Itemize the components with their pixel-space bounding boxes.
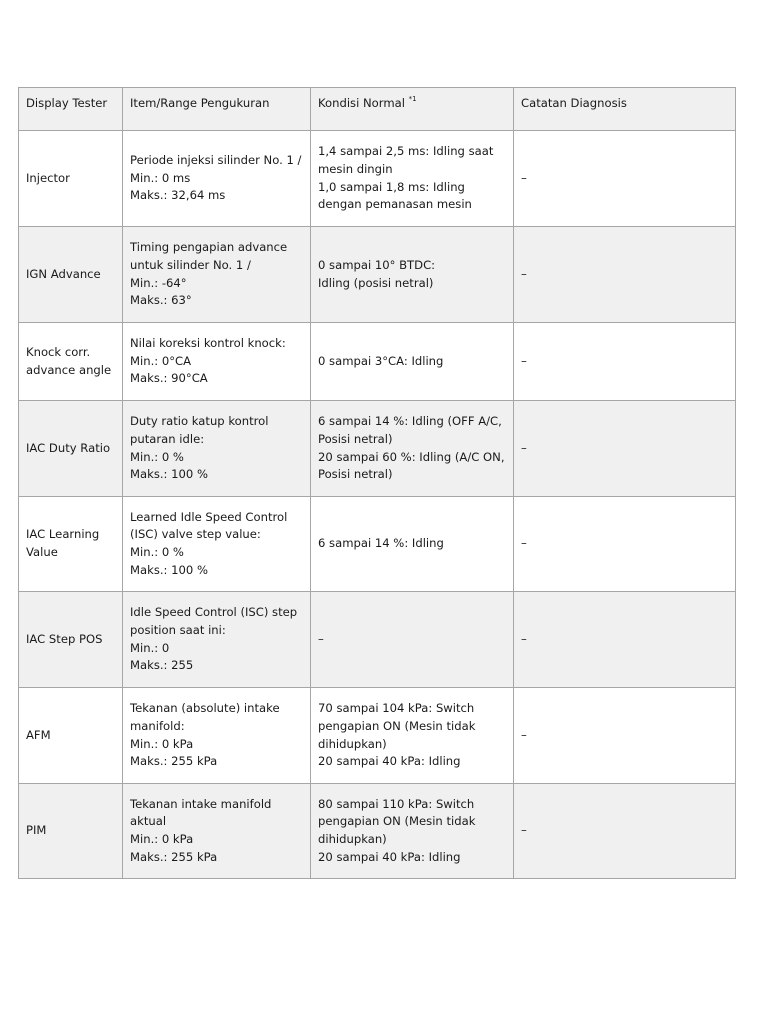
cell-display-tester	[19, 323, 123, 401]
cell-kondisi-normal-line: 20 sampai 40 kPa: Idling	[318, 849, 461, 864]
cell-item-range-line: untuk silinder No. 1 /	[130, 257, 251, 272]
table-row	[19, 688, 736, 784]
cell-catatan-diagnosis: –	[514, 131, 736, 227]
cell-item-range-line: Min.: -64°	[130, 275, 187, 290]
footnote-marker: *1	[408, 95, 417, 103]
header-item-range: Item/Range Pengukuran	[123, 88, 311, 131]
cell-display-tester	[19, 131, 123, 227]
cell-kondisi-normal	[311, 497, 514, 592]
cell-item-range	[123, 131, 311, 227]
cell-item-range-line: Duty ratio katup kontrol	[130, 414, 269, 429]
cell-catatan-diagnosis: –	[514, 227, 736, 323]
cell-item-range-line: putaran idle:	[130, 431, 205, 446]
cell-display-tester-line: Value	[26, 545, 58, 559]
cell-item-range-line: Min.: 0°CA	[130, 353, 192, 368]
cell-item-range-line: Tekanan (absolute) intake	[130, 701, 280, 716]
diagnosis-table	[18, 87, 736, 879]
cell-kondisi-normal	[311, 688, 514, 784]
cell-kondisi-normal-line: Posisi netral)	[318, 431, 393, 446]
cell-item-range-line: Timing pengapian advance	[130, 240, 288, 255]
cell-item-range-line: Min.: 0 ms	[130, 170, 191, 185]
cell-kondisi-normal-line: 6 sampai 14 %: Idling	[318, 536, 444, 551]
cell-catatan-diagnosis: –	[514, 497, 736, 592]
cell-item-range-line: Maks.: 90°CA	[130, 371, 208, 386]
cell-display-tester-line: IAC Learning	[26, 527, 100, 542]
cell-item-range-line: Maks.: 255 kPa	[130, 754, 218, 769]
cell-item-range	[123, 688, 311, 784]
header-catatan-diagnosis: Catatan Diagnosis	[514, 88, 736, 131]
cell-item-range-line: Min.: 0 %	[130, 545, 184, 559]
cell-item-range-line: Min.: 0 kPa	[130, 736, 194, 751]
cell-item-range-line: Min.: 0 %	[130, 449, 184, 464]
cell-display-tester	[19, 784, 123, 879]
table-row	[19, 784, 736, 879]
cell-kondisi-normal-line: pengapian ON (Mesin tidak	[318, 718, 476, 733]
cell-item-range-line: Tekanan intake manifold	[130, 796, 272, 811]
table-row	[19, 227, 736, 323]
cell-item-range-line: position saat ini:	[130, 622, 226, 637]
cell-kondisi-normal	[311, 592, 514, 688]
cell-kondisi-normal-line: Idling (posisi netral)	[318, 275, 434, 290]
cell-kondisi-normal-line: –	[318, 631, 324, 646]
cell-kondisi-normal-line: dengan pemanasan mesin	[318, 197, 472, 212]
cell-kondisi-normal-line: dihidupkan)	[318, 832, 387, 846]
cell-kondisi-normal-line: dihidupkan)	[318, 736, 387, 751]
cell-kondisi-normal	[311, 227, 514, 323]
cell-item-range	[123, 401, 311, 497]
cell-item-range-line: Idle Speed Control (ISC) step	[130, 605, 298, 620]
cell-kondisi-normal-line: 80 sampai 110 kPa: Switch	[318, 796, 475, 811]
header-kondisi-normal	[311, 88, 514, 131]
cell-kondisi-normal-line: 6 sampai 14 %: Idling (OFF A/C,	[318, 414, 502, 429]
cell-item-range	[123, 323, 311, 401]
cell-catatan-diagnosis: –	[514, 784, 736, 879]
diagnosis-table-body	[19, 88, 736, 879]
table-row	[19, 323, 736, 401]
cell-item-range-line: aktual	[130, 814, 167, 829]
cell-kondisi-normal-line: 20 sampai 40 kPa: Idling	[318, 754, 461, 769]
cell-display-tester-line: advance angle	[26, 362, 112, 377]
table-row	[19, 401, 736, 497]
cell-display-tester-line: IAC Duty Ratio	[26, 440, 111, 455]
cell-kondisi-normal-line: 0 sampai 10° BTDC:	[318, 257, 436, 272]
table-row	[19, 592, 736, 688]
cell-item-range	[123, 784, 311, 879]
cell-display-tester-line: AFM	[26, 727, 51, 742]
cell-item-range-line: Maks.: 100 %	[130, 467, 208, 482]
cell-display-tester-line: IGN Advance	[26, 266, 101, 281]
cell-item-range-line: Min.: 0	[130, 640, 170, 655]
cell-display-tester	[19, 401, 123, 497]
cell-kondisi-normal-line: pengapian ON (Mesin tidak	[318, 814, 476, 829]
cell-catatan-diagnosis: –	[514, 592, 736, 688]
cell-kondisi-normal	[311, 323, 514, 401]
cell-catatan-diagnosis: –	[514, 323, 736, 401]
header-row	[19, 88, 736, 131]
cell-display-tester	[19, 592, 123, 688]
cell-item-range-line: Min.: 0 kPa	[130, 832, 194, 846]
cell-display-tester-line: Knock corr.	[26, 344, 91, 359]
cell-item-range-line: manifold:	[130, 718, 185, 733]
cell-kondisi-normal-line: 70 sampai 104 kPa: Switch	[318, 701, 475, 716]
cell-kondisi-normal	[311, 131, 514, 227]
cell-item-range-line: Maks.: 255 kPa	[130, 849, 218, 864]
cell-kondisi-normal-line: 1,4 sampai 2,5 ms: Idling saat	[318, 144, 494, 159]
cell-item-range	[123, 497, 311, 592]
cell-kondisi-normal-line: mesin dingin	[318, 161, 393, 176]
cell-kondisi-normal-line: 1,0 sampai 1,8 ms: Idling	[318, 179, 465, 194]
cell-item-range	[123, 227, 311, 323]
cell-item-range-line: Periode injeksi silinder No. 1 /	[130, 153, 302, 168]
cell-catatan-diagnosis: –	[514, 401, 736, 497]
cell-kondisi-normal-line: 0 sampai 3°CA: Idling	[318, 353, 444, 368]
cell-item-range-line: Maks.: 100 %	[130, 562, 208, 577]
cell-display-tester-line: Injector	[26, 170, 70, 185]
cell-display-tester	[19, 688, 123, 784]
table-row	[19, 497, 736, 592]
cell-kondisi-normal	[311, 401, 514, 497]
cell-item-range-line: Maks.: 63°	[130, 293, 192, 308]
cell-display-tester-line: IAC Step POS	[26, 631, 103, 646]
cell-item-range-line: Learned Idle Speed Control	[130, 509, 288, 524]
cell-kondisi-normal	[311, 784, 514, 879]
cell-item-range-line: Maks.: 255	[130, 658, 194, 673]
cell-kondisi-normal-line: 20 sampai 60 %: Idling (A/C ON,	[318, 449, 505, 464]
table-row	[19, 131, 736, 227]
cell-display-tester-line: PIM	[26, 823, 47, 838]
cell-item-range-line: (ISC) valve step value:	[130, 527, 261, 542]
header-kondisi-normal-label: Kondisi Normal	[318, 96, 405, 110]
cell-display-tester	[19, 497, 123, 592]
cell-display-tester	[19, 227, 123, 323]
cell-item-range-line: Maks.: 32,64 ms	[130, 188, 226, 203]
header-display-tester: Display Tester	[19, 88, 123, 131]
cell-item-range	[123, 592, 311, 688]
cell-kondisi-normal-line: Posisi netral)	[318, 467, 393, 482]
cell-catatan-diagnosis: –	[514, 688, 736, 784]
cell-item-range-line: Nilai koreksi kontrol knock:	[130, 336, 286, 351]
